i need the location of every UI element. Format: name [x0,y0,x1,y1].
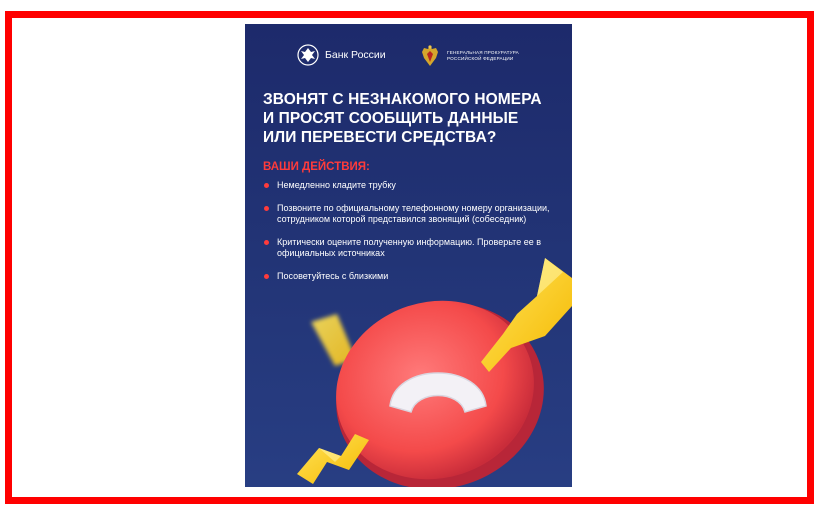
action-item [263,180,563,192]
bullet-dot-icon [264,183,269,188]
bank-logo [297,44,386,66]
poster [245,24,572,487]
bank-emblem-icon [297,44,319,66]
headline [263,90,563,147]
headline-line-1: ЗВОНЯТ С НЕЗНАКОМОГО НОМЕРА [263,91,542,108]
action-item [263,203,563,226]
action-item-text: Немедленно кладите трубку [277,180,396,190]
bank-name: Банк России [325,49,386,61]
actions-title: ВАШИ ДЕЙСТВИЯ: [263,161,370,173]
action-item-text: Позвоните по официальному телефонному номеру организации, сотрудником которой представился звонящий (собеседник) [277,202,550,224]
bullet-dot-icon [264,206,269,211]
logo-row [245,44,572,74]
prosecutor-logo [419,44,537,68]
action-item-text: Посоветуйтесь с близкими [277,270,389,281]
action-item-text: Критически оцените полученную информацию. Проверьте ее в официальных источниках [277,236,542,258]
prosecutor-name: ГЕНЕРАЛЬНАЯ ПРОКУРАТУРА РОССИЙСКОЙ ФЕДЕРАЦИИ [447,50,519,61]
hang-up-illustration [245,244,572,487]
headline-line-3: ИЛИ ПЕРЕВЕСТИ СРЕДСТВА? [263,129,497,146]
headline-line-2: И ПРОСЯТ СООБЩИТЬ ДАННЫЕ [263,110,519,127]
prosecutor-emblem-icon [419,44,441,68]
